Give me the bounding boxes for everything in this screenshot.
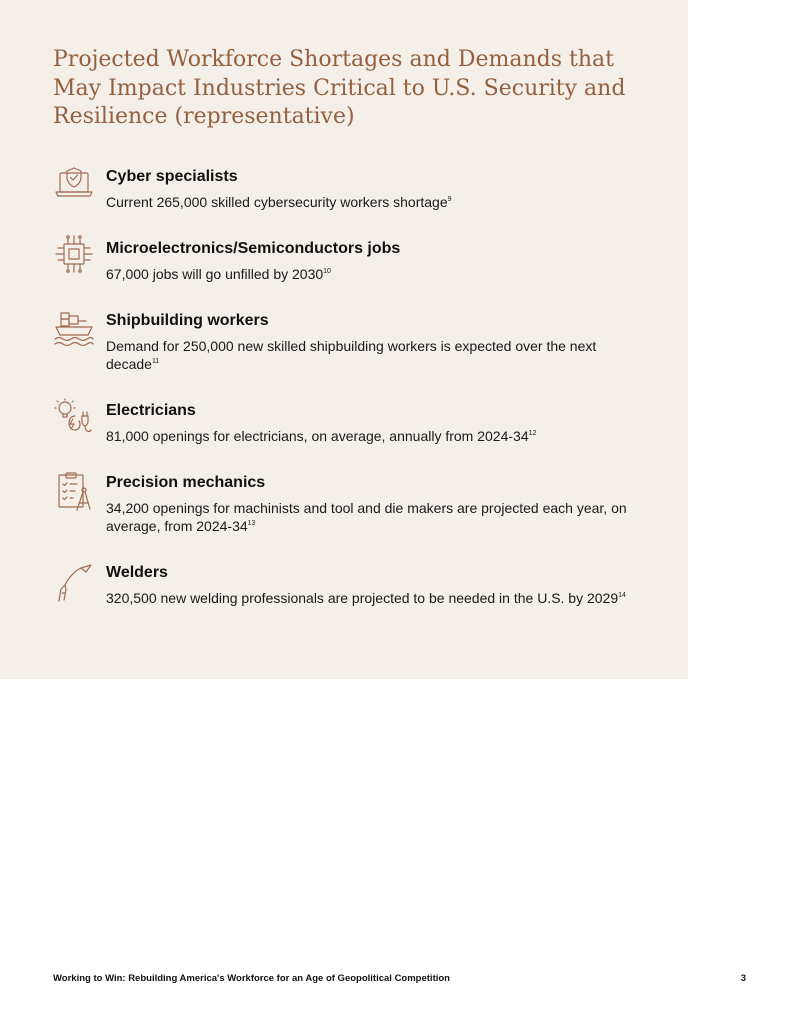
item-description: 67,000 jobs will go unfilled by 2030$^{10}$	[106, 266, 331, 282]
footnote-marker: 14	[618, 592, 626, 599]
item-heading: Cyber specialists	[106, 168, 238, 185]
item-heading: Electricians	[106, 402, 196, 419]
footnote-marker: 13	[247, 520, 256, 527]
item-description: 81,000 openings for electricians, on average, annually from $2024-34^{12}$	[106, 428, 537, 444]
footnote-marker: 12	[528, 430, 537, 437]
footer-title: Working to Win: Rebuilding America's Workforce for an Age of Geopolitical Competition	[53, 973, 450, 984]
clipboard-compass-icon	[53, 471, 95, 513]
footnote-marker: 11	[151, 358, 160, 365]
page-footer	[53, 973, 746, 987]
item-description: 34,200 openings for machinists and tool and die makers are projected each year, on average, from $2024-34^{13}$	[106, 500, 627, 534]
item-heading: Welders	[106, 564, 168, 581]
laptop-shield-icon	[53, 165, 95, 207]
page-number: 3	[740, 973, 746, 984]
page-title: Projected Workforce Shortages and Demands that May Impact Industries Critical to U.S. Security and Resilience (representative)	[53, 47, 626, 129]
footnote-marker: 10	[323, 268, 331, 275]
item-description: 320,500 new welding professionals are projected to be needed in the U.S. by 2029$^{14}$	[106, 590, 626, 606]
item-heading: Shipbuilding workers	[106, 312, 269, 329]
ship-icon	[53, 308, 95, 350]
electricity-icon	[53, 397, 95, 439]
welding-torch-icon	[53, 563, 95, 605]
item-heading: Microelectronics/Semiconductors jobs	[106, 240, 401, 257]
footnote-marker: 9	[447, 196, 452, 203]
item-description: Current 265,000 skilled cybersecurity workers shortage$^9$	[106, 194, 452, 210]
item-heading: Precision mechanics	[106, 474, 266, 491]
microchip-icon	[53, 233, 95, 275]
item-description: Demand for 250,000 new skilled shipbuilding workers is expected over the next decade$^{11}$	[106, 338, 597, 372]
